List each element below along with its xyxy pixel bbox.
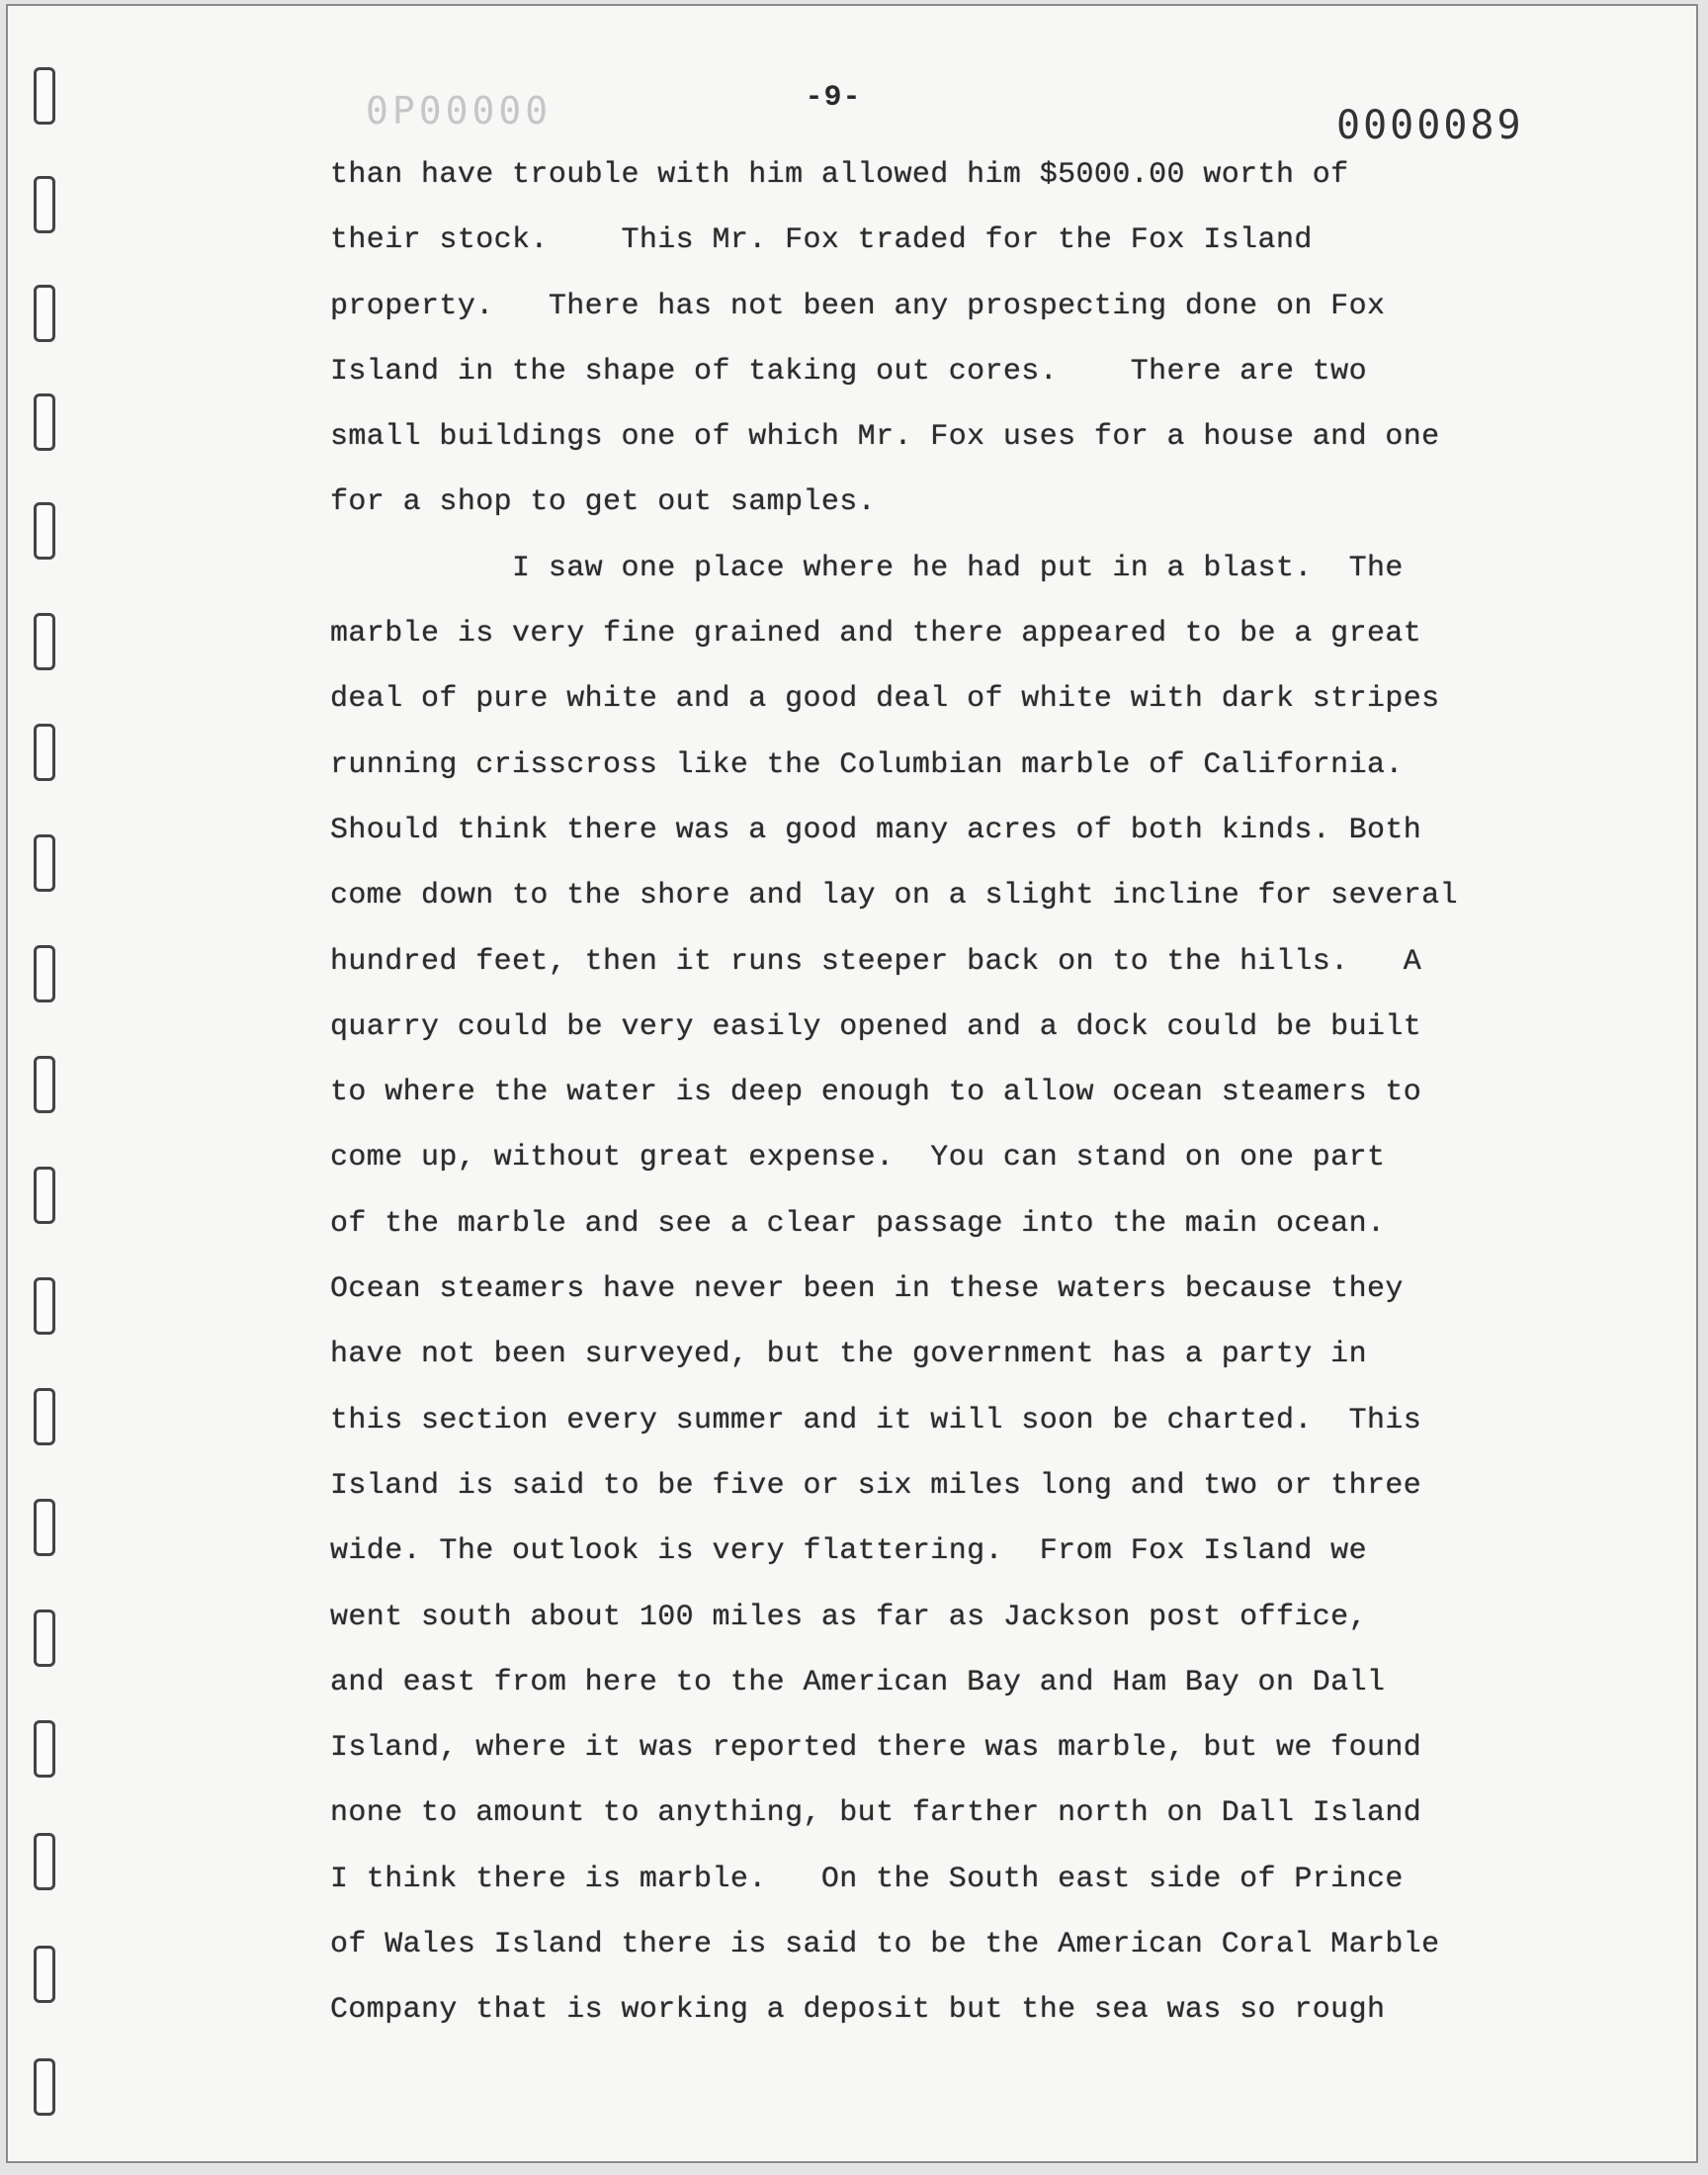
punch-hole-strip [34,67,61,2124]
punch-hole-icon [34,1610,55,1667]
punch-hole-icon [34,1720,55,1778]
punch-hole-icon [34,2058,55,2116]
punch-hole-icon [34,1833,55,1890]
text-line: Island is said to be five or six miles long and two or three [330,1468,1422,1503]
punch-hole-icon [34,1167,55,1224]
text-line: none to amount to anything, but farther north on Dall Island [330,1796,1422,1831]
punch-hole-icon [34,1277,55,1335]
text-line: hundred feet, then it runs steeper back on to the hills. A [330,944,1422,979]
text-line: quarry could be very easily opened and a dock could be built [330,1009,1422,1044]
text-line: and east from here to the American Bay and Ham Bay on Dall [330,1665,1386,1699]
text-line: for a shop to get out samples. [330,485,877,520]
faded-serial-stamp: 0P00000 [366,89,553,132]
page-number: -9- [805,81,862,115]
punch-hole-icon [34,834,55,892]
text-line: running crisscross like the Columbian marble of California. [330,747,1404,782]
punch-hole-icon [34,502,55,560]
text-line: property. There has not been any prospecting done on Fox [330,289,1386,323]
text-line: their stock. This Mr. Fox traded for the Fox Island [330,223,1313,258]
serial-stamp: 0000089 [1336,103,1524,148]
typed-body-text [330,142,1615,2044]
text-line: wide. The outlook is very flattering. From Fox Island we [330,1534,1367,1569]
text-line: marble is very fine grained and there appeared to be a great [330,617,1422,652]
text-line: Company that is working a deposit but the sea was so rough [330,1993,1386,2028]
punch-hole-icon [34,285,55,342]
punch-hole-icon [34,945,55,1002]
text-line: have not been surveyed, but the government has a party in [330,1338,1367,1372]
text-line: Should think there was a good many acres of both kinds. Both [330,813,1422,847]
text-line: went south about 100 miles as far as Jackson post office, [330,1600,1367,1634]
text-line: Ocean steamers have never been in these waters because they [330,1272,1404,1307]
text-line: of Wales Island there is said to be the American Coral Marble [330,1928,1440,1962]
text-line: I think there is marble. On the South east side of Prince [330,1862,1404,1896]
text-line: than have trouble with him allowed him $5000.00 worth of [330,158,1349,192]
text-line: deal of pure white and a good deal of white with dark stripes [330,682,1440,717]
punch-hole-icon [34,1946,55,2003]
punch-hole-icon [34,1499,55,1556]
punch-hole-icon [34,613,55,670]
document-page [6,4,1698,2163]
punch-hole-icon [34,1056,55,1113]
text-line: Island, where it was reported there was marble, but we found [330,1731,1422,1766]
text-line: Island in the shape of taking out cores. There are two [330,354,1367,389]
text-line: come up, without great expense. You can stand on one part [330,1141,1386,1175]
text-line: come down to the shore and lay on a slight incline for several [330,879,1458,914]
text-line: this section every summer and it will soon be charted. This [330,1403,1422,1437]
punch-hole-icon [34,1388,55,1445]
punch-hole-icon [34,393,55,451]
punch-hole-icon [34,724,55,781]
text-line: of the marble and see a clear passage into the main ocean. [330,1206,1386,1241]
punch-hole-icon [34,176,55,233]
text-line: small buildings one of which Mr. Fox uses for a house and one [330,420,1440,455]
text-line: to where the water is deep enough to allow ocean steamers to [330,1076,1422,1110]
text-line: I saw one place where he had put in a blast. The [330,551,1404,585]
